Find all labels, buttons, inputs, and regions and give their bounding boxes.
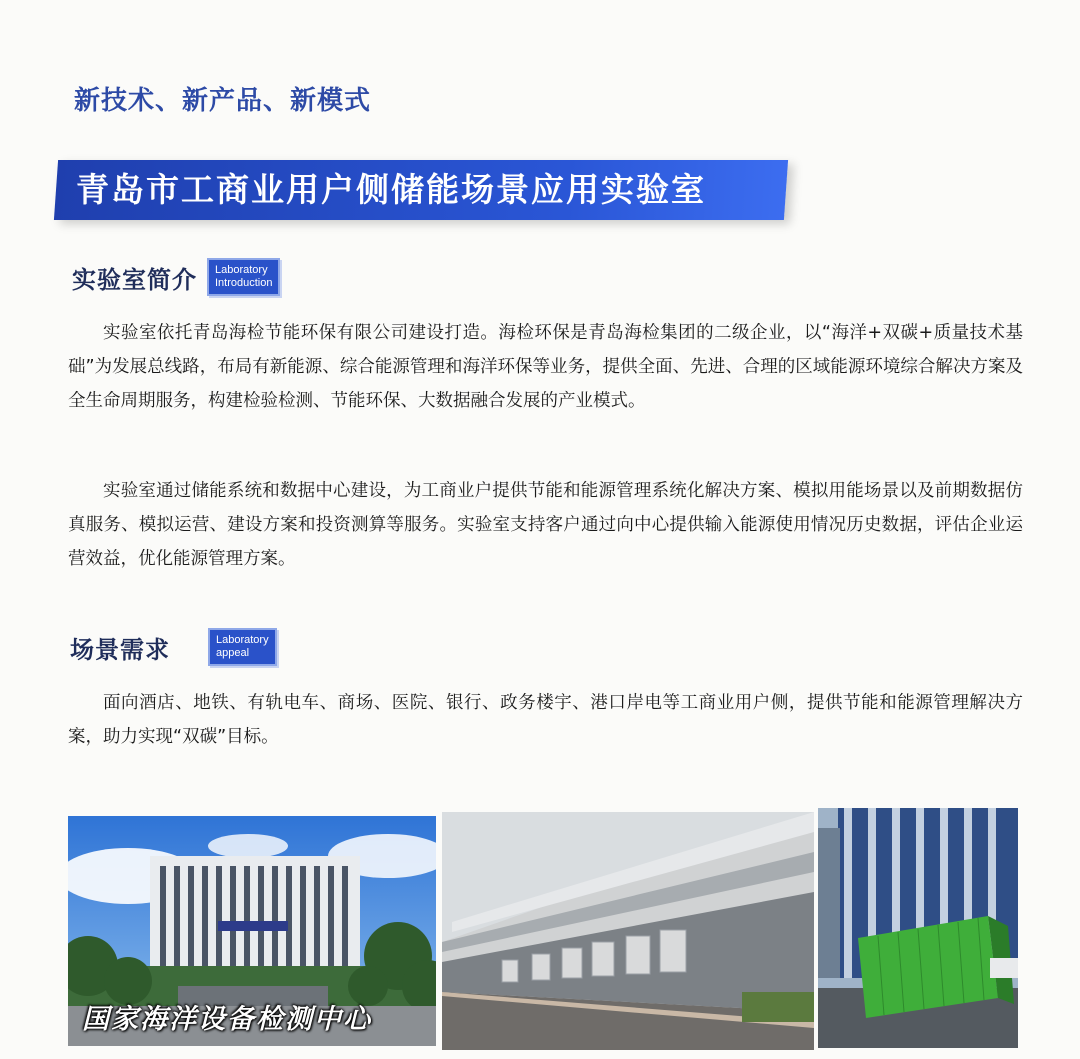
demand-title: 场景需求 (70, 635, 170, 664)
building-caption: 国家海洋设备检测中心 (82, 1004, 372, 1035)
banner-title: 青岛市工商业用户侧储能场景应用实验室 (76, 170, 706, 209)
intro-paragraph-2 (68, 474, 1023, 576)
tagline: 新技术、新产品、新模式 (74, 86, 372, 116)
intro-badge-line2: Introduction (215, 277, 273, 289)
demand-badge (208, 628, 277, 666)
intro-section-header (72, 258, 280, 296)
facility-photo (442, 812, 814, 1050)
intro-badge-line1: Laboratory (215, 264, 268, 276)
demand-badge-line2: appeal (216, 647, 250, 659)
container-photo (818, 808, 1018, 1048)
demand-badge-line1: Laboratory (216, 634, 269, 646)
demand-section-header (70, 628, 277, 666)
intro-title: 实验室简介 (72, 265, 197, 294)
intro-paragraph-2-text: 实验室通过储能系统和数据中心建设，为工商业户提供节能和能源管理系统化解决方案、模拟用能场景以及前期数据仿真服务、模拟运营、建设方案和投资测算等服务。实验室支持客户通过向中心提供输入能源使用情况历史数据，评估企业运营效益，优化能源管理方案。 (68, 481, 1023, 569)
building-photo (68, 816, 436, 1046)
facility-illustration (442, 812, 814, 1050)
intro-badge (207, 258, 280, 296)
demand-paragraph-text: 面向酒店、地铁、有轨电车、商场、医院、银行、政务楼宇、港口岸电等工商业用户侧，提供节能和能源管理解决方案，助力实现“双碳”目标。 (68, 693, 1023, 747)
container-illustration (818, 808, 1018, 1048)
intro-paragraph-1 (68, 316, 1023, 418)
title-banner (54, 160, 788, 220)
demand-paragraph (68, 686, 1023, 754)
intro-paragraph-1-text: 实验室依托青岛海检节能环保有限公司建设打造。海检环保是青岛海检集团的二级企业，以“海洋+双碳+质量技术基础”为发展总线路，布局有新能源、综合能源管理和海洋环保等业务，提供全面、先进、合理的区域能源环境综合解决方案及全生命周期服务，构建检验检测、节能环保、大数据融合发展的产业模式。 (68, 323, 1023, 411)
